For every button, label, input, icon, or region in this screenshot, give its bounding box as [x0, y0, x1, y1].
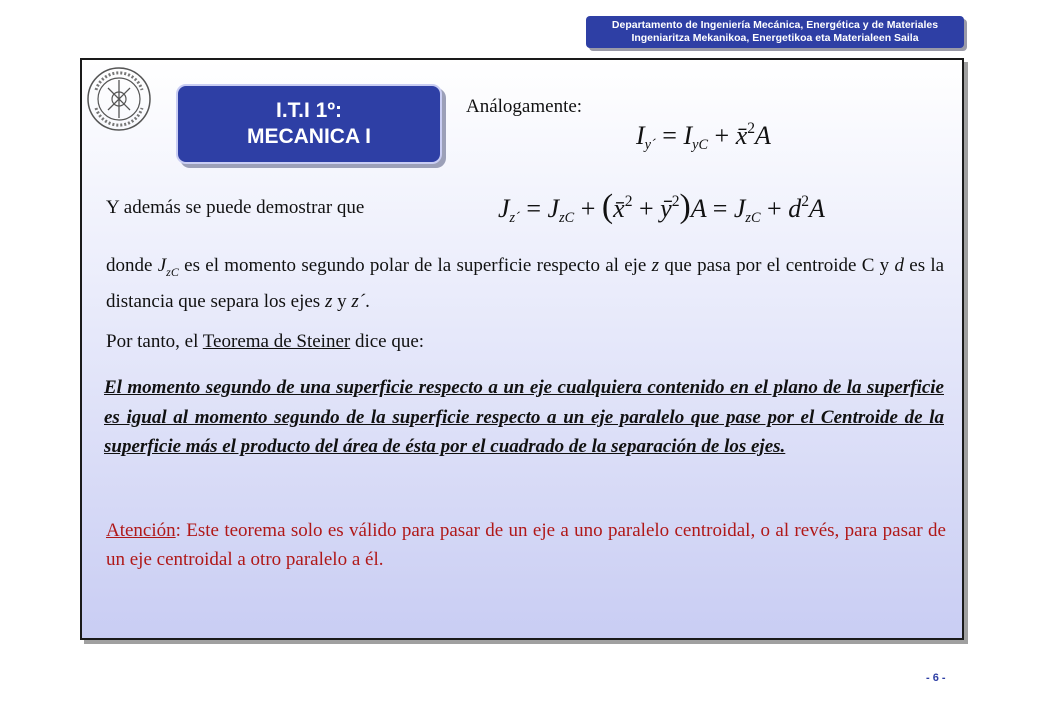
- course-name: MECANICA I: [246, 125, 372, 148]
- donde-text-5: y: [337, 290, 347, 312]
- donde-text-1: donde: [106, 255, 153, 276]
- por-tanto-text-2: dice que:: [354, 331, 425, 352]
- course-title-badge: [176, 84, 442, 164]
- course-code: I.T.I 1º:: [275, 99, 342, 122]
- donde-text-2: es el momento segundo polar de la superficie respecto al eje: [184, 255, 647, 276]
- var-z: z: [651, 255, 660, 276]
- donde-paragraph: donde $J_{zC}$ es el momento segundo polar de la superficie respecto al eje z que pasa por el centroide C y d es la distancia que separa los ejes z y z´.: [106, 255, 945, 312]
- equation-jz-steiner: $J_{z´} = J_{zC}$ + (x̄$^2$ + $ȳ^2)A = J_{zC} + d^2A$: [498, 188, 825, 226]
- department-banner: [586, 16, 964, 48]
- jzc-symbol: $J_{zC}$: [157, 255, 179, 279]
- attention-label: Atención: [106, 520, 176, 541]
- attention-text: : Este teorema solo es válido para pasar de un eje a uno paralelo centroidal, o al revés, para pasar de un eje centroidal a otro paralelo a él.: [106, 520, 946, 570]
- analogamente-label: Análogamente:: [466, 96, 583, 117]
- por-tanto-text-1: Por tanto, el: [106, 331, 199, 352]
- page-number: - 6 -: [926, 672, 946, 684]
- ademas-label: Y además se puede demostrar que: [106, 197, 365, 218]
- var-z-2: z: [324, 290, 333, 312]
- department-name-es: Departamento de Ingeniería Mecánica, Energética y de Materiales: [611, 19, 939, 31]
- university-seal-icon: [86, 66, 152, 132]
- equation-iy-steiner: $I_{y´} = I_{yC}$ + x̄$^2$A: [636, 120, 771, 153]
- steiner-theorem-term: Teorema de Steiner: [202, 331, 351, 352]
- department-name-eu: Ingeniaritza Mekanikoa, Energetikoa eta Materialeen Saila: [631, 32, 919, 44]
- var-zp: z´: [351, 290, 366, 312]
- por-tanto-line: [106, 331, 424, 353]
- steiner-theorem-statement: El momento segundo de una superficie respecto a un eje cualquiera contenido en el plano de la superficie es igual al momento segundo de la superficie respecto a un eje paralelo que pase por el Centroide de la superficie más el producto del área de ésta por el cuadrado de la separación de los ejes.: [104, 377, 944, 457]
- donde-text-4: es la distancia que separa los ejes: [106, 255, 945, 312]
- var-d: d: [894, 255, 904, 276]
- donde-text-3: que pasa por el centroide C y: [664, 255, 890, 276]
- attention-note: [106, 516, 946, 574]
